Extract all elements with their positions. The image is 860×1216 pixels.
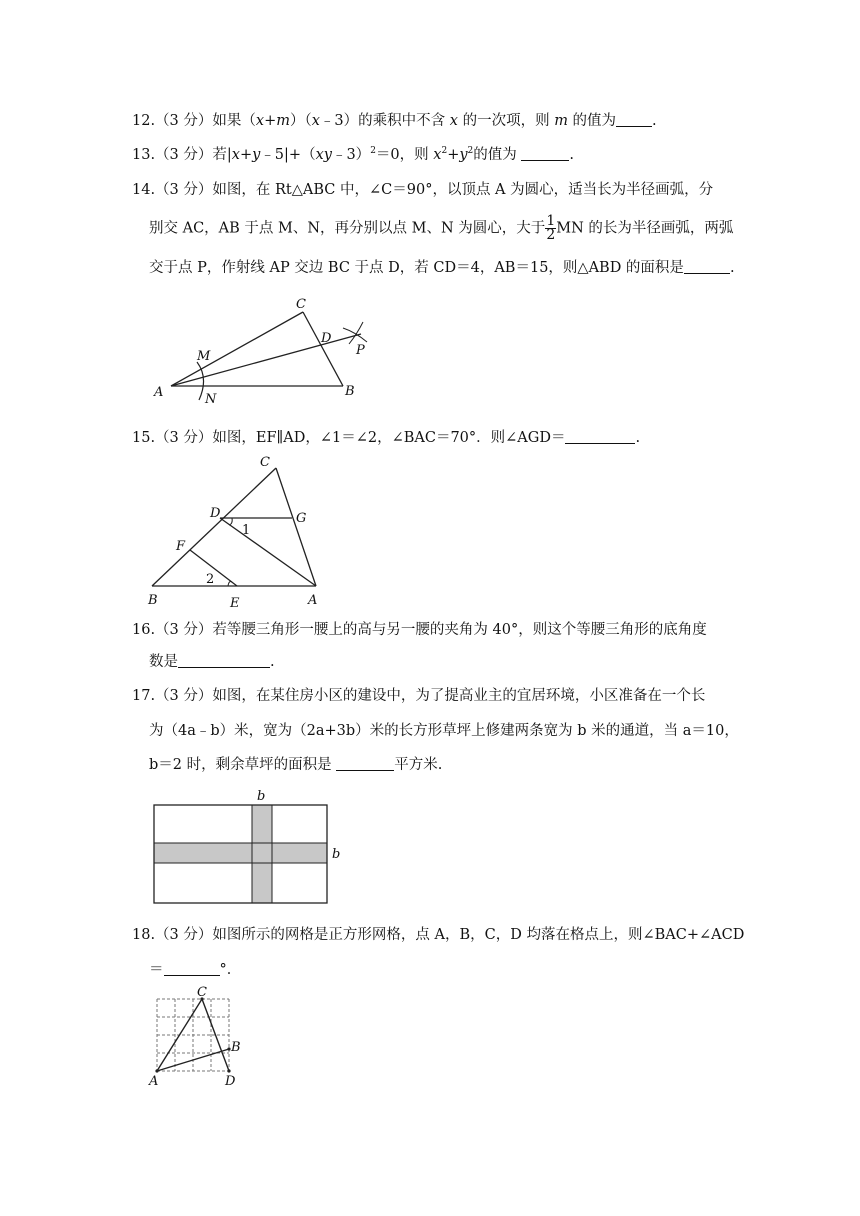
q13-text4: 的值为 xyxy=(473,147,517,163)
question-16-line-2 xyxy=(149,652,275,672)
fraction-one-half xyxy=(545,215,556,242)
q13-exp-y: 2 xyxy=(467,146,474,156)
label-b-top: b xyxy=(257,789,266,804)
q16-text: 数是 xyxy=(149,654,178,670)
answer-blank-17[interactable] xyxy=(336,756,394,771)
label-N: N xyxy=(205,392,217,407)
figure-17-lawn xyxy=(150,786,350,906)
q17-text-a: b＝2 时，剩余草坪的面积是 xyxy=(149,757,332,773)
q18-text-a: ＝ xyxy=(149,962,164,978)
label-C: C xyxy=(197,985,207,1000)
segment-CB xyxy=(303,312,343,386)
q12-period: . xyxy=(652,113,657,129)
segment-AC xyxy=(171,312,303,386)
answer-blank-13[interactable] xyxy=(521,146,569,161)
label-D: D xyxy=(210,506,221,521)
question-18-line-2 xyxy=(149,960,241,980)
q17-text-b: 平方米. xyxy=(394,757,443,773)
question-17-line-1: 17.（3 分）如图，在某住房小区的建设中，为了提高业主的宜居环境，小区准备在一个长 xyxy=(132,688,706,704)
label-C: C xyxy=(260,455,270,470)
label-B: B xyxy=(345,384,355,399)
q13-expr1: x+y xyxy=(231,147,261,163)
q13-period: . xyxy=(569,147,574,163)
fraction-denominator: 2 xyxy=(546,227,556,243)
figure-18-grid xyxy=(145,985,255,1095)
question-12 xyxy=(132,111,657,131)
q12-var-x2: x xyxy=(311,113,320,129)
figure-15-triangle xyxy=(140,450,340,615)
question-17-line-3 xyxy=(149,755,442,775)
question-14-line-2 xyxy=(149,215,733,242)
label-A: A xyxy=(149,1074,159,1089)
q12-text3: 的值为 xyxy=(572,113,617,129)
q12-text: ﹣3）的乘积中不含 xyxy=(319,113,446,129)
q12-var-x3: x xyxy=(449,113,458,129)
label-b-right: b xyxy=(332,847,341,862)
label-G: G xyxy=(296,511,307,526)
q13-number: 13.（3 分）若| xyxy=(132,147,232,163)
q12-paren: ）（ xyxy=(290,113,312,129)
q12-text2: 的一次项，则 xyxy=(462,113,550,129)
question-13 xyxy=(132,145,574,165)
label-D: D xyxy=(321,331,332,346)
q12-var-m2: m xyxy=(554,113,568,129)
q12-plus: + xyxy=(264,113,277,129)
label-A: A xyxy=(154,385,164,400)
answer-blank-16[interactable] xyxy=(178,653,270,668)
q13-var-x: x xyxy=(433,147,442,163)
segment-DA xyxy=(220,518,316,586)
q13-text1: ﹣5|+（ xyxy=(260,147,316,163)
question-17-line-2: 为（4a﹣b）米，宽为（2a+3b）米的长方形草坪上修建两条宽为 b 米的通道，当 a＝10， xyxy=(149,723,739,739)
arc-P-2 xyxy=(349,322,363,344)
q14-text-c: 交于点 P，作射线 AP 交边 BC 于点 D，若 CD＝4，AB＝15，则△ABD 的面积是 xyxy=(149,260,684,276)
answer-blank-15[interactable] xyxy=(565,429,635,444)
q14-text-b: MN 的长为半径画弧，两弧 xyxy=(556,220,734,237)
question-14-line-3 xyxy=(149,258,735,278)
segment-AB xyxy=(157,1049,229,1071)
figure-14-triangle xyxy=(145,292,385,412)
label-P: P xyxy=(356,343,365,358)
q13-exp-x: 2 xyxy=(441,146,448,156)
question-18-line-1: 18.（3 分）如图所示的网格是正方形网格，点 A，B，C，D 均落在格点上，则∠BAC+∠ACD xyxy=(132,927,745,943)
q13-text2: ﹣3） xyxy=(331,147,371,163)
label-C: C xyxy=(296,297,306,312)
horizontal-path xyxy=(154,843,327,863)
label-D: D xyxy=(225,1074,236,1089)
label-A: A xyxy=(308,593,318,608)
q18-text-b: °． xyxy=(219,962,242,978)
q13-exp: 2 xyxy=(370,146,376,156)
label-angle-1: 1 xyxy=(242,523,251,538)
question-14-line-1: 14.（3 分）如图，在 Rt△ABC 中，∠C＝90°，以顶点 A 为圆心，适当长为半径画弧，分 xyxy=(132,182,714,198)
answer-blank-18[interactable] xyxy=(164,961,220,976)
q12-number: 12.（3 分）如果（ xyxy=(132,113,256,129)
point-D xyxy=(227,1069,230,1072)
label-B: B xyxy=(148,593,158,608)
answer-blank-12[interactable] xyxy=(616,112,652,127)
label-F: F xyxy=(176,539,186,554)
q14-period: . xyxy=(729,260,735,276)
q15-text: 15.（3 分）如图，EF∥AD，∠1＝∠2，∠BAC＝70°．则∠AGD＝ xyxy=(132,430,566,446)
fraction-numerator: 1 xyxy=(546,213,556,229)
point-A xyxy=(155,1069,158,1072)
q12-var-m: m xyxy=(276,113,290,129)
q15-period: . xyxy=(635,430,641,446)
angle-2-arc xyxy=(228,582,232,587)
label-M: M xyxy=(197,349,211,364)
q13-plus: + xyxy=(447,147,460,163)
answer-blank-14[interactable] xyxy=(684,259,730,274)
q13-var-y: y xyxy=(459,147,468,163)
q14-text-a: 别交 AC，AB 于点 M、N，再分别以点 M、N 为圆心，大于 xyxy=(149,220,546,237)
q13-text3: ＝0，则 xyxy=(375,147,429,163)
segment-CA xyxy=(276,468,316,586)
q12-var-x: x xyxy=(255,113,265,129)
label-angle-2: 2 xyxy=(206,572,215,587)
label-E: E xyxy=(230,596,240,611)
q13-expr2: xy xyxy=(315,147,332,163)
question-16-line-1: 16.（3 分）若等腰三角形一腰上的高与另一腰的夹角为 40°，则这个等腰三角形的底角度 xyxy=(132,622,707,638)
q16-period: . xyxy=(270,654,275,670)
label-B: B xyxy=(231,1040,241,1055)
question-15 xyxy=(132,428,640,448)
